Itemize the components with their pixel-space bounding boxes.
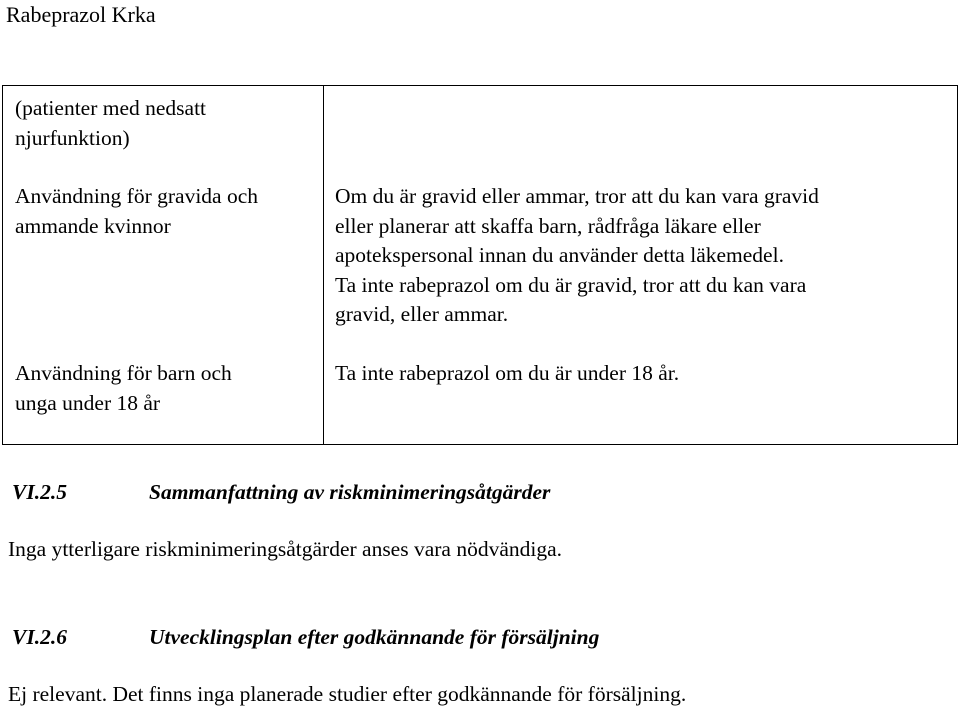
table-row-pregnancy-label — [15, 182, 315, 241]
table-cell-line: gravid, eller ammar. — [335, 302, 509, 326]
section-body: Inga ytterligare riskminimeringsåtgärder anses vara nödvändiga. — [8, 537, 563, 561]
table-cell-line: Användning för barn och — [15, 361, 232, 385]
info-table — [2, 85, 958, 445]
section-number: VI.2.5 — [12, 480, 67, 504]
section-title: Utvecklingsplan efter godkännande för försäljning — [149, 625, 600, 649]
table-cell-line: Om du är gravid eller ammar, tror att du kan vara gravid — [335, 184, 819, 208]
table-cell-line: Användning för gravida och — [15, 184, 258, 208]
table-cell-line: (patienter med nedsatt — [15, 96, 207, 120]
table-row-children-label — [15, 359, 315, 418]
table-cell-line: eller planerar att skaffa barn, rådfråga läkare eller — [335, 213, 761, 238]
section-number: VI.2.6 — [12, 625, 67, 649]
section-body: Ej relevant. Det finns inga planerade studier efter godkännande för försäljning. — [8, 682, 687, 706]
table-cell-line: apotekspersonal innan du använder detta läkemedel. — [335, 243, 784, 267]
table-row-pregnancy-text — [335, 182, 935, 330]
table-cell-line: njurfunktion) — [15, 125, 130, 150]
section-title: Sammanfattning av riskminimeringsåtgärder — [149, 480, 551, 504]
table-column-divider — [323, 86, 324, 444]
table-cell-line: Ta inte rabeprazol om du är under 18 år. — [335, 361, 680, 385]
table-row-renal-label — [15, 94, 315, 153]
table-row-children-text — [335, 359, 935, 389]
table-cell-line: ammande kvinnor — [15, 213, 171, 238]
page-title: Rabeprazol Krka — [6, 2, 156, 27]
table-cell-line: unga under 18 år — [15, 390, 161, 415]
table-cell-line: Ta inte rabeprazol om du är gravid, tror att du kan vara — [335, 272, 807, 297]
